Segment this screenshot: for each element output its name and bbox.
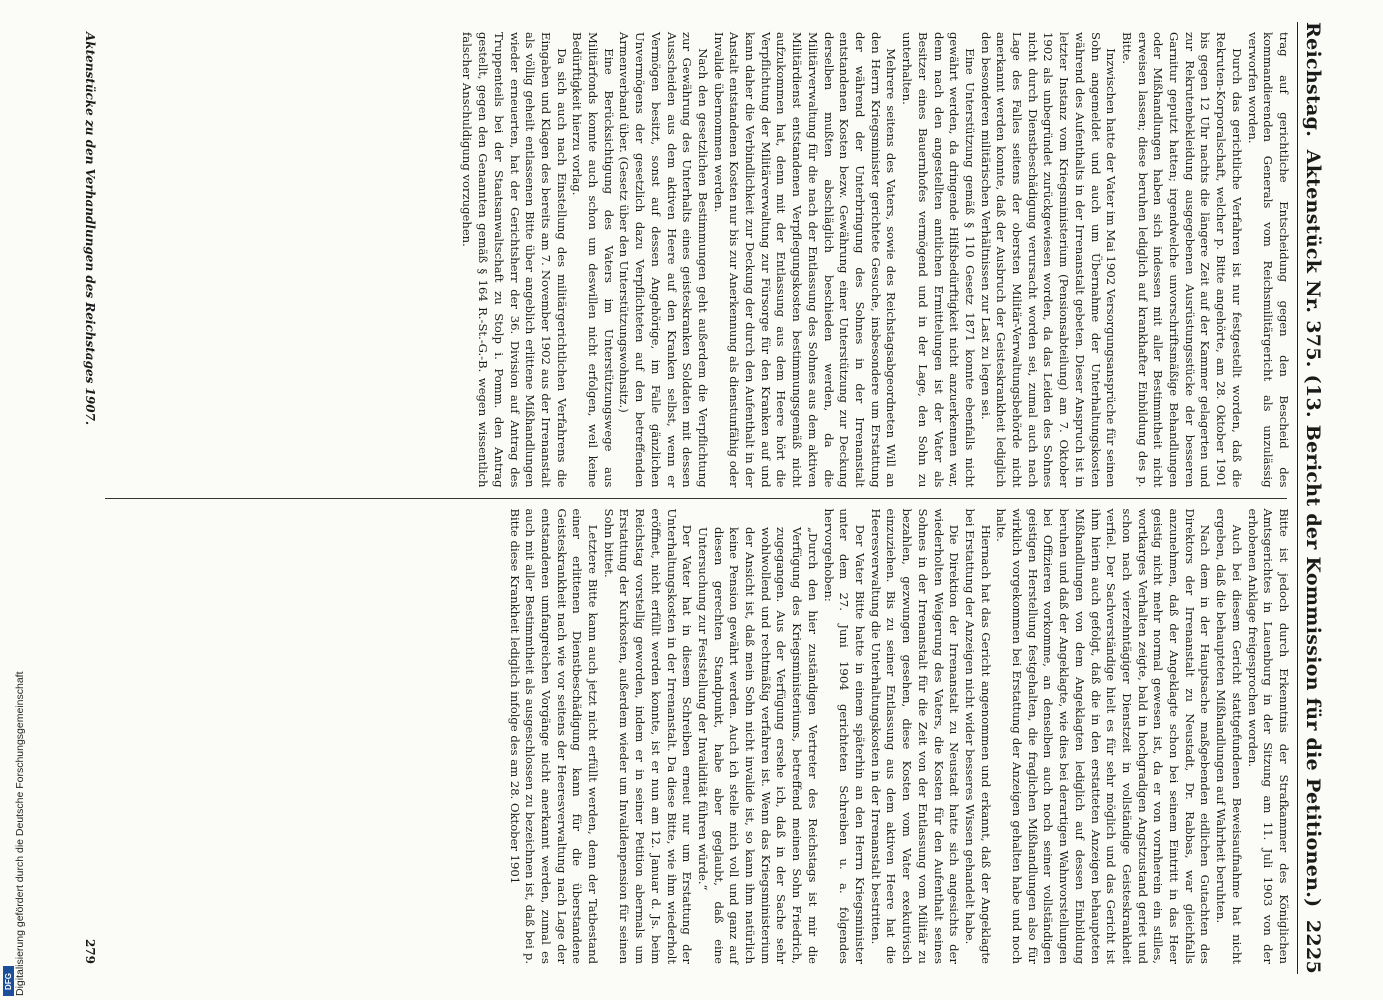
- paragraph: Nach den gesetzlichen Bestimmungen geht außerdem die Verpflichtung zur Gewährung des Unterhalts eines geisteskranken Soldaten mit dessen Ausscheiden aus dem aktiven Heere auf den Kranken selbst, wenn er Vermögen besitzt, sonst auf dessen Angehörige, im Falle gänzlichen Unvermögens der gesetzlich dazu Verpflichteten auf den betreffenden Armenverband über. (Gesetz über den Unterstützungswohnsitz.): [617, 32, 710, 488]
- paragraph: Eine Berücksichtigung des Vaters im Unterstützungswege aus Militärfonds konnte auch schon um deswillen nicht erfolgen, weil keine Bedürftigkeit hierzu vorlag.: [570, 32, 616, 488]
- paragraph: Hiernach hat das Gericht angenommen und erkannt, daß der Angeklagte bei Erstattung der Anzeigen nicht wider besseres Wissen gehandelt habe.: [962, 508, 993, 964]
- credit-text: Digitalisierung gefördert durch die Deutsche Forschungsgemeinschaft: [14, 671, 26, 996]
- column-left: [101, 22, 1291, 498]
- footer-left: Aktenstücke zu den Verhandlungen des Reichstages 1907.: [83, 32, 97, 426]
- paragraph: Mehrere seitens des Vaters, sowie des Reichstagsabgeordneten Will an den Herrn Kriegsminister gerichtete Gesuche, insbesondere um Erstattung der während der Unterbringung des Sohnes in der Irrenanstalt entstandenen Kosten bezw. Gewährung einer Unterstützung zur Deckung derselben mußten abschläglich beschieden werden, da die Militärverwaltung für die nach der Entlassung des Sohnes aus dem aktiven Militärdienst entstandenen Verpflegungskosten bestimmungsgemäß nicht aufzukommen hat, denn mit der Entlassung aus dem Heere hört die Verpflichtung der Militärverwaltung zur Fürsorge für den Kranken auf und kann daher die Verbindlichkeit zur Deckung der durch den Aufenthalt in der Anstalt entstandenen Kosten nur bis zur Anerkennung als dienstunfähig oder Invalide übernommen werden.: [711, 32, 899, 488]
- page-header: [1297, 22, 1324, 974]
- paragraph: Durch das gerichtliche Verfahren ist nur festgestellt worden, daß die Rekruten-Korporalschaft, welcher p. Bitte angehörte, am 28. Oktober 1901 bis gegen 12 Uhr nachts die längere Zeit auf der Kammer gelagerten und zur Rekrutenbekleidung ausgegebenen Ausrüstungsstücke der besseren Garnitur geputzt hatten; irgendwelche unvorschriftsmäßige Behandlungen oder Mißhandlungen haben sich indessen mit aller Bestimmtheit nicht erweisen lassen; diese beruhen lediglich auf krankhafter Einbildung des p. Bitte.: [1119, 32, 1244, 488]
- rotated-page-content: [52, 0, 1342, 1000]
- dfg-logo-text: DFG: [4, 972, 14, 990]
- paragraph: Der Vater hat in diesem Schreiben erneut nur um Erstattung der Unterhaltungskosten in der Irrenanstalt. Da diese Bitte, wie ihm wiederholt eröffnet, nicht erfüllt werden konnte, ist er nun am 12. Januar d. Js. beim Reichstag vorstellig geworden, indem er in seiner Petition abermals um Erstattung der Kurkosten, außerdem wieder um Invalidenpension für seinen Sohn bittet.: [601, 508, 695, 964]
- header-title: Aktenstück Nr. 375. (13. Bericht der Kommission für die Petitionen.): [1302, 149, 1324, 908]
- text-columns: [101, 22, 1291, 974]
- paragraph: Die Direktion der Irrenanstalt zu Neustadt hatte sich angesichts der wiederholten Weigerung des Vaters, die Kosten für den Aufenthalt seines Sohnes in der Irrenanstalt für die Zeit von der Entlassung vom Militär zu bezahlen, gezwungen gesehen, diese Kosten vom Vater exekutivisch einzuziehen. Bis zu seiner Entlassung aus dem aktiven Heere hat die Heeresverwaltung die Unterhaltungskosten in der Irrenanstalt bestritten.: [868, 508, 962, 964]
- column-right: [101, 499, 1291, 975]
- paragraph: Nach dem in der Hauptsache maßgebenden eidlichen Gutachten des Direktors der Irrenanstalt zu Neustadt, Dr. Rabbas, war gleichfalls anzunehmen, daß der Angeklagte schon bei seinem Eintritt in das Heer geistig nicht mehr normal gewesen ist, da er von vornherein ein stilles, wortkarges Verhalten zeigte, bald in hochgradigen Angstzustand geriet und schon nach vierzehntägiger Dienstzeit in vollständige Geisteskrankheit verfiel. Der Sachverständige hielt es für sehr möglich und das Gericht ist ihm hierin auch gefolgt, daß die in den erstatteten Anzeigen behaupteten Mißhandlungen von dem Angeklagten lediglich auf dessen Einbildung beruhen und daß der Angeklagte, wie dies bei derartigen Wahnvorstellungen bei Offizieren vorkomme, an denselben auch noch seiner vollständigen geistigen Herstellung festgehalten, die fraglichen Mißhandlungen also für wirklich vorgekommen bei Erstattung der Anzeigen gehalten habe und noch halte.: [994, 508, 1213, 964]
- paragraph: Eine Unterstützung gemäß § 110 Gesetz 1871 konnte ebenfalls nicht gewährt werden, da dringende Hilfsbedürftigkeit nicht anzuerkennen war, denn nach den angestellten amtlichen Ermittelungen ist der Vater als Besitzer eines Bauernhofes vermögend und in der Lage, den Sohn zu unterhalten.: [900, 32, 977, 488]
- header-left: Reichstag.: [1302, 22, 1324, 138]
- page-footer: [83, 22, 97, 974]
- paragraph: Inzwischen hatte der Vater im Mai 1902 Versorgungsansprüche für seinen Sohn angemeldet und auch um Übernahme der Unterhaltungskosten während des Aufenthalts in der Irrenanstalt gebeten. Dieser Anspruch ist in letzter Instanz vom Kriegsministerium (Pensionsabteilung) am 7. Oktober 1902 als unbegründet zurückgewiesen worden, da das Leiden des Sohnes nicht durch Dienstbeschädigung verursacht worden sei, zumal auch nach Lage des Falles seitens der obersten Militär-Verwaltungsbehörde nicht anerkannt werden konnte, daß der Ausbruch der Geisteskrankheit lediglich den besonderen militärischen Verhältnissen zur Last zu legen sei.: [978, 32, 1119, 488]
- paragraph: Letztere Bitte kann auch jetzt nicht erfüllt werden, denn der Tatbestand einer erlittenen Dienstbeschädigung kann für die überstandene Geisteskrankheit nach wie vor seitens der Heeresverwaltung nach Lage der entstandenen umfangreichen Vorgänge nicht anerkannt werden, zumal es auch mit aller Bestimmtheit als ausgeschlossen zu bezeichnen ist, daß bei p. Bitte diese Krankheit lediglich infolge des am 28. Oktober 1901: [507, 508, 601, 964]
- paragraph: Da sich auch nach Einstellung des militärgerichtlichen Verfahrens die Eingaben und Klagen des bereits am 7. November 1902 aus der Irrenanstalt als völlig geheilt entlassenen Bitte über angeblich erlittene Mißhandlungen wieder erneuerten, hat der Gerichtsherr der 36. Division auf Antrag des Truppenteils bei der Staatsanwaltschaft zu Stolp i. Pomm. den Antrag gestellt, gegen den Genannten gemäß § 164 R.-St.-G.-B. wegen wissentlich falscher Anschuldigung vorzugehen.: [460, 32, 569, 488]
- page-number: 2225: [1302, 919, 1324, 974]
- paragraph: trag auf gerichtliche Entscheidung gegen den Bescheid des kommandierenden Generals vom Reichsmilitärgericht als unzulässig verworfen worden.: [1245, 32, 1291, 488]
- paragraph: „Durch den hier zuständigen Vertreter des Reichstags ist mir die Verfügung des Kriegsministeriums, betreffend meinen Sohn Friedrich, zugegangen. Aus der Verfügung ersehe ich, daß in der Sache sehr wohlwollend und rechtmäßig verfahren ist. Wenn das Kriegsministerium der Ansicht ist, daß mein Sohn nicht invalide ist, so kann ihm natürlich keine Pension gewährt werden. Auch ich stelle mich voll und ganz auf diesen gerechten Standpunkt, habe aber geglaubt, daß eine Untersuchung zur Feststellung der Invalidität führen würde.“: [695, 527, 820, 964]
- paragraph: Auch bei diesem Gericht stattgefundenen Beweisaufnahme hat nicht ergeben, daß die behaupteten Mißhandlungen auf Wahrheit beruhten.: [1214, 508, 1244, 964]
- footer-page-number: 279: [83, 938, 97, 964]
- paragraph: Bitte ist jedoch durch Erkenntnis der Strafkammer des Königlichen Amtsgerichtes in Lauenburg in der Sitzung am 11. Juli 1903 von der erhobenen Anklage freigesprochen worden.: [1245, 508, 1291, 964]
- paragraph: Der Vater Bitte hatte in einem späterhin an den Herrn Kriegsminister unter dem 27. Juni 1904 gerichteten Schreiben u. a. folgendes hervorgehoben:: [821, 508, 868, 964]
- digitization-credit: [2, 0, 26, 1000]
- dfg-logo: [3, 966, 14, 996]
